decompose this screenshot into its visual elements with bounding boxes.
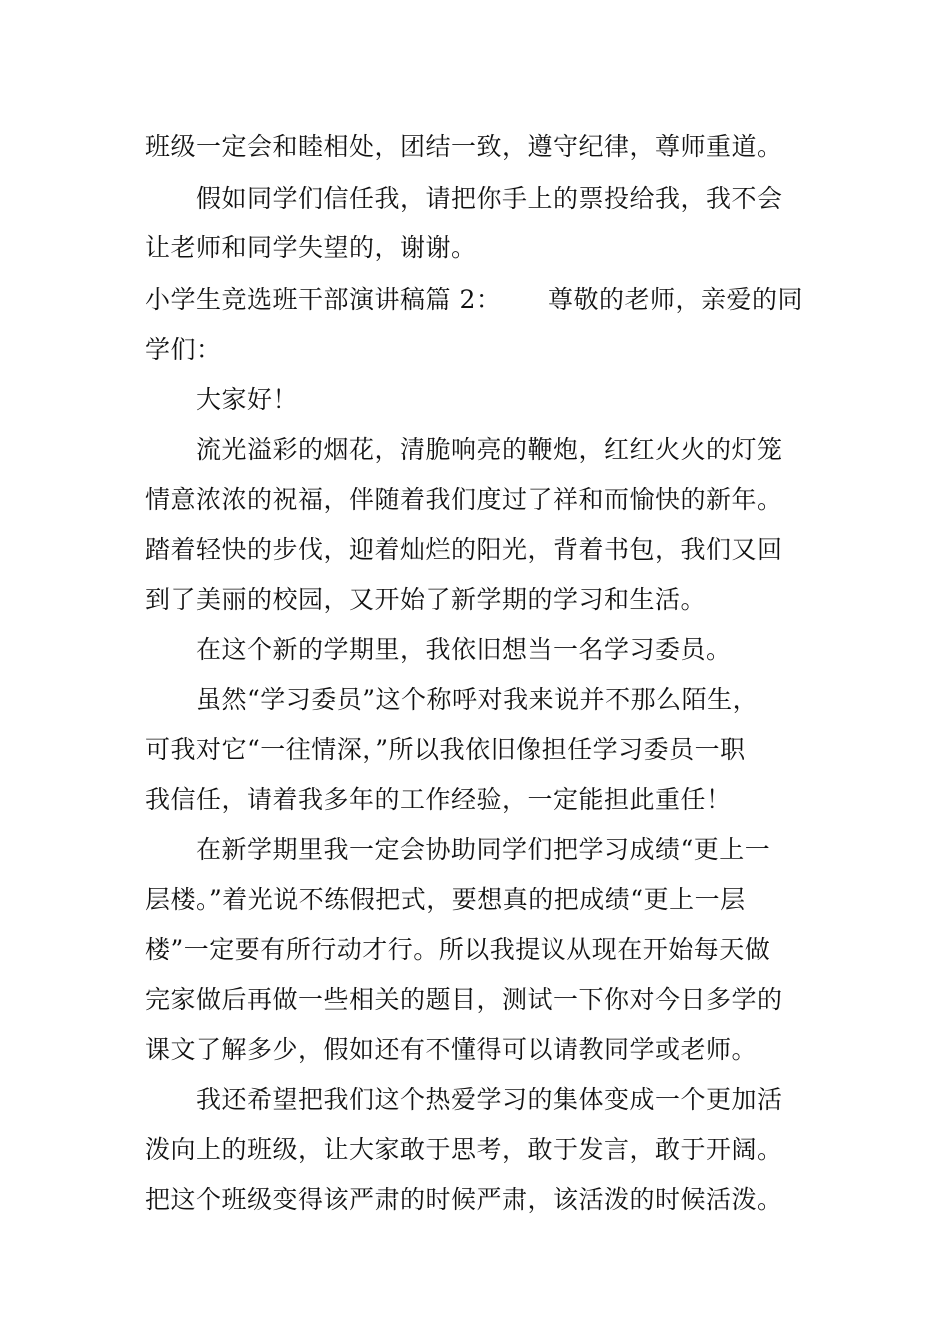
text-line: 让老师和同学失望的，谢谢。 — [145, 233, 477, 262]
text-line: 到了美丽的校园，又开始了新学期的学习和生活。 — [145, 585, 707, 614]
text-line: 学们： — [145, 335, 222, 364]
text-line: 情意浓浓的祝福，伴随着我们度过了祥和而愉快的新年。 — [145, 485, 783, 514]
text-line: 层楼。”着光说不练假把式，要想真的把成绩“更上一层 — [145, 885, 746, 914]
text-line: 尊敬的老师，亲爱的同 — [548, 285, 804, 314]
text-line: 虽然“学习委员”这个称呼对我来说并不那么陌生， — [196, 685, 759, 714]
text-line: 大家好！ — [196, 385, 299, 414]
text-line: 我还希望把我们这个热爱学习的集体变成一个更加活 — [196, 1085, 783, 1114]
text-line: 把这个班级变得该严肃的时候严肃，该活泼的时候活泼。 — [145, 1185, 783, 1214]
text-line: 班级一定会和睦相处，团结一致，遵守纪律，尊师重道。 — [145, 132, 783, 161]
text-line: 假如同学们信任我，请把你手上的票投给我，我不会 — [196, 184, 783, 213]
text-line: 踏着轻快的步伐，迎着灿烂的阳光，背着书包，我们又回 — [145, 535, 783, 564]
text-line: 我信任，请着我多年的工作经验，一定能担此重任！ — [145, 785, 732, 814]
text-line: 完家做后再做一些相关的题目，测试一下你对今日多学的 — [145, 985, 783, 1014]
text-line: 在新学期里我一定会协助同学们把学习成绩“更上一 — [196, 835, 771, 864]
text-line: 楼”一定要有所行动才行。所以我提议从现在开始每天做 — [145, 935, 771, 964]
text-line: 课文了解多少，假如还有不懂得可以请教同学或老师。 — [145, 1035, 758, 1064]
section-heading: 小学生竞选班干部演讲稿篇 2： — [145, 285, 502, 314]
text-line: 泼向上的班级，让大家敢于思考，敢于发言，敢于开阔。 — [145, 1135, 783, 1164]
text-line: 在这个新的学期里，我依旧想当一名学习委员。 — [196, 635, 732, 664]
text-line: 流光溢彩的烟花，清脆响亮的鞭炮，红红火火的灯笼 — [196, 435, 783, 464]
text-line: 可我对它“一往情深，”所以我依旧像担任学习委员一职 — [145, 735, 746, 764]
